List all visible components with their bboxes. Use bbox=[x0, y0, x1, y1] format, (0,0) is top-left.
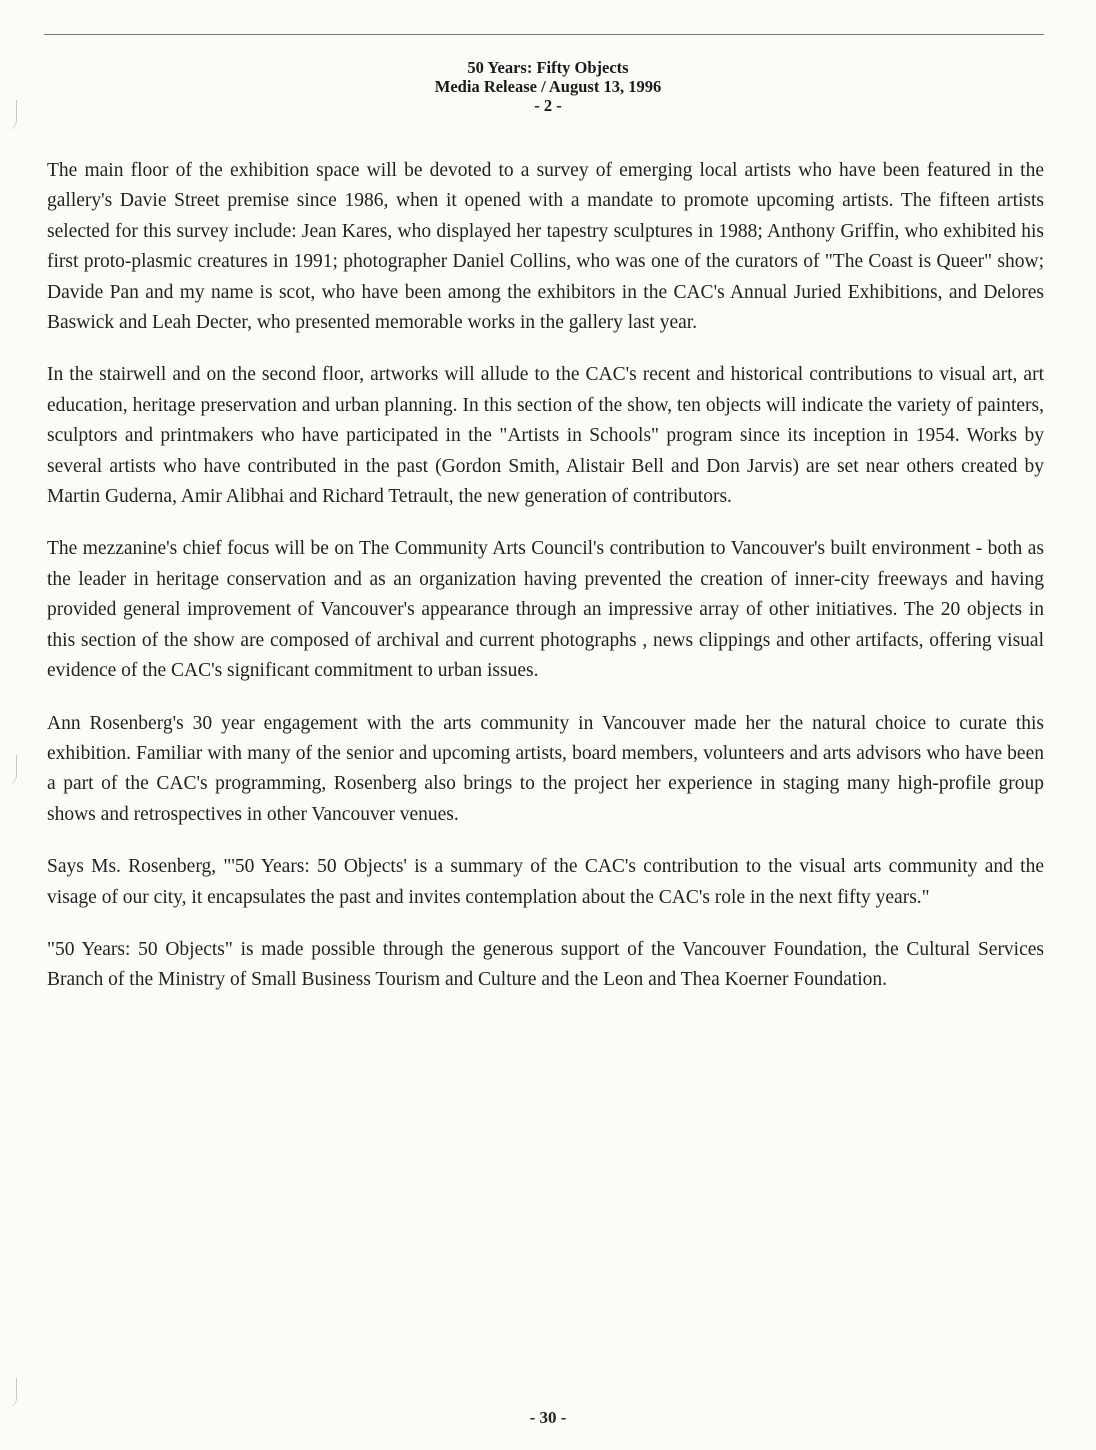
paragraph-curator: Ann Rosenberg's 30 year engagement with the arts community in Vancouver made her the natural choice to curate this exhibition. Familiar with many of the senior and upcoming artists, board members, volunteers and arts advisors who have been a part of the CAC's programming, Rosenberg also brings to the project her experience in staging many high-profile group shows and retrospectives in other Vancouver venues. bbox=[47, 712, 1044, 825]
paragraph-stairwell: In the stairwell and on the second floor, artworks will allude to the CAC's recent and historical contributions to visual art, art education, heritage preservation and urban planning. In this section of the show, ten objects will indicate the variety of painters, sculptors and printmakers who have participated in the "Artists in Schools" program since its inception in 1954. Works by several artists who have contributed in the past (Gordon Smith, Alistair Bell and Don Jarvis) are set near others created by Martin Guderna, Amir Alibhai and Richard Tetrault, the new generation of contributors. bbox=[47, 364, 1044, 508]
paragraph-quote: Says Ms. Rosenberg, "'50 Years: 50 Objects' is a summary of the CAC's contribution to the visual arts community and the visage of our city, it encapsulates the past and invites contemplation about the CAC's role in the next fifty years." bbox=[47, 856, 1044, 908]
page-marker: - 2 - bbox=[534, 96, 562, 115]
release-date-line: Media Release / August 13, 1996 bbox=[434, 77, 662, 96]
paragraph-sponsors: "50 Years: 50 Objects" is made possible through the generous support of the Vancouver Foundation, the Cultural Services Branch of the Ministry of Small Business Tourism and Culture and the Leon and Thea Koerner Foundation. bbox=[47, 938, 1044, 991]
scan-edge-mark bbox=[0, 755, 17, 785]
page-number: - 30 - bbox=[529, 1408, 567, 1427]
header-rule bbox=[44, 34, 1044, 35]
document-body bbox=[47, 156, 1044, 1018]
paragraph-mezzanine: The mezzanine's chief focus will be on The Community Arts Council's contribution to Vancouver's built environment - both as the leader in heritage conservation and as an organization having prevented the creation of inner-city freeways and having provided general improvement of Vancouver's appearance through an impressive array of other initiatives. The 20 objects in this section of the show are composed of archival and current photographs , news clippings and other artifacts, offering visual evidence of the CAC's significant commitment to urban issues. bbox=[47, 538, 1044, 682]
page-footer bbox=[0, 1408, 1096, 1428]
scan-edge-mark bbox=[0, 1378, 17, 1408]
page-header bbox=[0, 58, 1096, 115]
scan-edge-mark bbox=[0, 100, 17, 130]
paragraph-main-floor: The main floor of the exhibition space will be devoted to a survey of emerging local artists who have been featured in the gallery's Davie Street premise since 1986, when it opened with a mandate to promote upcoming artists. The fifteen artists selected for this survey include: Jean Kares, who displayed her tapestry sculptures in 1988; Anthony Griffin, who exhibited his first proto-plasmic creatures in 1991; photographer Daniel Collins, who was one of the curators of "The Coast is Queer" show; Davide Pan and my name is scot, who have been among the exhibitors in the CAC's Annual Juried Exhibitions, and Delores Baswick and Leah Decter, who presented memorable works in the gallery last year. bbox=[47, 160, 1044, 334]
document-title: 50 Years: Fifty Objects bbox=[467, 58, 629, 77]
